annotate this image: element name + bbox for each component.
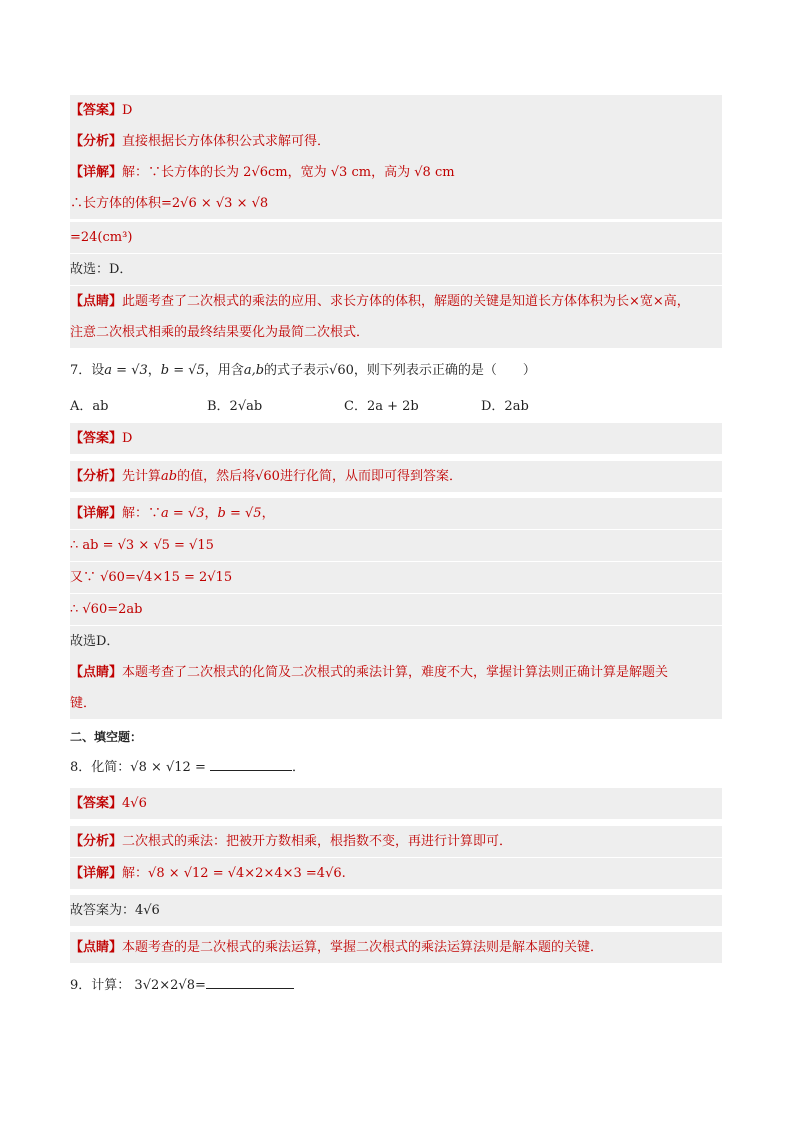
q6-result: =24(cm³)	[70, 222, 722, 253]
q6-analysis: 【分析】直接根据长方体体积公式求解可得．	[70, 126, 722, 157]
q8-detail: 【详解】解：√8 × √12 = √4×2×4×3 =4√6.	[70, 858, 722, 889]
q7-choose: 故选D．	[70, 626, 722, 657]
q7-option-d[interactable]: D．2ab	[481, 399, 529, 414]
q8-answer: 【答案】4√6	[70, 788, 722, 819]
q7-step-2: 又∵ √60=√4×15 = 2√15	[70, 562, 722, 593]
section-title: 二、填空题：	[70, 730, 143, 744]
q8-final: 故答案为：4√6	[70, 895, 722, 926]
q6-comment-2: 注意二次根式相乘的最终结果要化为最简二次根式．	[70, 317, 722, 348]
q6-answer: 【答案】D	[70, 95, 722, 126]
q7-option-c[interactable]: C．2a + 2b	[344, 399, 419, 414]
q9-answer-blank[interactable]	[206, 974, 294, 989]
q7-comment-2: 键．	[70, 688, 722, 719]
q8-stem: 8．化简：√8 × √12 = ．	[70, 752, 722, 783]
q7-step-3: ∴ √60=2ab	[70, 594, 722, 625]
q6-volume: ∴长方体的体积=2√6 × √3 × √8	[70, 188, 722, 219]
q7-analysis: 【分析】先计算ab的值，然后将√60进行化简，从而即可得到答案．	[70, 461, 722, 492]
q7-options	[70, 391, 722, 422]
q7-option-b[interactable]: B．2√ab	[207, 399, 263, 414]
q6-comment-1: 【点睛】此题考查了二次根式的乘法的应用、求长方体的体积，解题的关键是知道长方体体积为长×宽×高，	[70, 286, 722, 317]
q8-answer-blank[interactable]	[210, 756, 292, 771]
q7-step-1: ∴ ab = √3 × √5 = √15	[70, 530, 722, 561]
q7-answer: 【答案】D	[70, 423, 722, 454]
q7-detail: 【详解】解：∵a = √3，b = √5，	[70, 498, 722, 529]
q6-detail: 【详解】解：∵长方体的长为 2√6cm，宽为 √3 cm，高为 √8 cm	[70, 157, 722, 188]
q6-choose: 故选：D．	[70, 254, 722, 285]
q8-comment: 【点睛】本题考查的是二次根式的乘法运算，掌握二次根式的乘法运算法则是解本题的关键．	[70, 932, 722, 963]
q7-stem: 7．设a = √3，b = √5，用含a,b的式子表示√60，则下列表示正确的是（ ）	[70, 363, 536, 378]
q9-stem: 9．计算： 3√2×2√8=	[70, 970, 722, 1001]
q8-analysis: 【分析】二次根式的乘法：把被开方数相乘，根指数不变，再进行计算即可．	[70, 826, 722, 857]
q7-comment-1: 【点睛】本题考查了二次根式的化简及二次根式的乘法计算，难度不大，掌握计算法则正确计算是解题关	[70, 657, 722, 688]
q7-option-a[interactable]: A．ab	[70, 399, 109, 414]
